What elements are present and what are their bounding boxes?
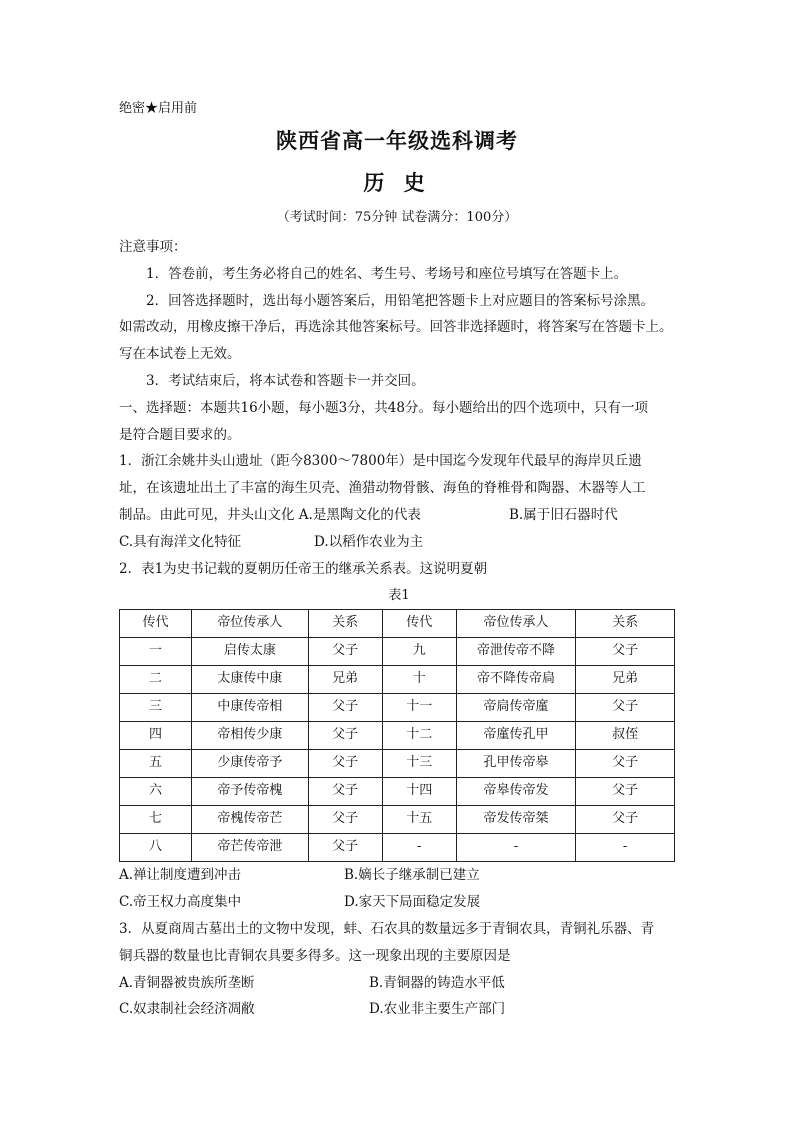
table-cell: -	[456, 834, 575, 862]
table-cell: -	[576, 834, 675, 862]
table-cell: 帝廑传孔甲	[456, 722, 575, 750]
header-cell: 帝位传承人	[456, 610, 575, 638]
q1-options-cd	[119, 529, 679, 556]
table-cell: 二	[120, 666, 192, 694]
table-cell: 帝槐传帝芒	[192, 806, 308, 834]
table-row	[120, 778, 675, 806]
q3-options-cd	[119, 996, 679, 1023]
table-cell: 一	[120, 638, 192, 666]
exam-info: （考试时间：75分钟 试卷满分：100分）	[276, 210, 518, 225]
table-cell: 父子	[308, 750, 382, 778]
table-cell: 兄弟	[576, 666, 675, 694]
table-cell: 父子	[576, 778, 675, 806]
header-cell: 关系	[308, 610, 382, 638]
confidential-label: 绝密★启用前	[119, 101, 198, 116]
table-title: 表1	[388, 588, 410, 604]
table-cell: 父子	[576, 806, 675, 834]
table-row	[120, 694, 675, 722]
table-cell: 叔侄	[576, 722, 675, 750]
table-row	[120, 638, 675, 666]
table-cell: 父子	[576, 750, 675, 778]
table-cell: 十二	[382, 722, 456, 750]
q1-stem-end: 制品。由此可见，井头山文化 A.是黑陶文化的代表	[119, 506, 421, 523]
table-cell: 父子	[576, 694, 675, 722]
table-cell: 五	[120, 750, 192, 778]
table-cell: 四	[120, 722, 192, 750]
note-3: 3．考试结束后，将本试卷和答题卡一并交回。	[146, 372, 425, 389]
table-cell: 帝芒传帝泄	[192, 834, 308, 862]
q1-line-3	[119, 502, 679, 529]
table-cell: 中康传帝相	[192, 694, 308, 722]
table-cell: 帝皋传帝发	[456, 778, 575, 806]
table-row	[120, 666, 675, 694]
q3-option-c: C.奴隶制社会经济凋敝	[119, 1001, 255, 1018]
note-2-line-1: 2．回答选择题时，选出每小题答案后，用铅笔把答题卡上对应题目的答案标号涂黑。	[146, 292, 655, 309]
table-cell: 父子	[576, 638, 675, 666]
table-cell: 父子	[308, 694, 382, 722]
q1-option-d: D.以稻作农业为主	[314, 533, 424, 550]
table-cell: 少康传帝予	[192, 750, 308, 778]
exam-body	[119, 234, 679, 1023]
q2-option-c: C.帝王权力高度集中	[119, 894, 242, 911]
note-1: 1．答卷前，考生务必将自己的姓名、考生号、考场号和座位号填写在答题卡上。	[146, 265, 628, 282]
q1-line-1: 1．浙江余姚井头山遗址（距今8300～7800年）是中国迄今发现年代最早的海岸贝丘遗	[119, 453, 642, 470]
table-cell: 八	[120, 834, 192, 862]
table-row	[120, 834, 675, 862]
table-cell: 七	[120, 806, 192, 834]
table-cell: 父子	[308, 834, 382, 862]
subject-title: 历 史	[363, 170, 431, 195]
succession-table	[119, 609, 675, 862]
table-header-row	[120, 610, 675, 638]
table-cell: 十五	[382, 806, 456, 834]
q3-line-1: 3．从夏商周古墓出土的文物中发现，蚌、石农具的数量远多于青铜农具，青铜礼乐器、青	[119, 920, 655, 937]
table-cell: 启传太康	[192, 638, 308, 666]
table-cell: 父子	[308, 722, 382, 750]
table-cell: 父子	[308, 638, 382, 666]
table-cell: 帝发传帝桀	[456, 806, 575, 834]
q1-line-2: 址，在该遗址出土了丰富的海生贝壳、渔猎动物骨骸、海鱼的脊椎骨和陶器、木器等人工	[119, 480, 646, 497]
table-cell: 父子	[308, 806, 382, 834]
exam-title: 陕西省高一年级选科调考	[276, 128, 518, 153]
table-cell: 十一	[382, 694, 456, 722]
table-cell: -	[382, 834, 456, 862]
header-cell: 关系	[576, 610, 675, 638]
table-cell: 太康传中康	[192, 666, 308, 694]
section-1-line-2: 是符合题目要求的。	[119, 426, 241, 443]
table-cell: 九	[382, 638, 456, 666]
header-cell: 帝位传承人	[192, 610, 308, 638]
table-cell: 十	[382, 666, 456, 694]
q3-option-d: D.农业非主要生产部门	[369, 1001, 506, 1018]
table-cell: 三	[120, 694, 192, 722]
q2-option-b: B.嫡长子继承制已建立	[344, 867, 480, 884]
table-row	[120, 722, 675, 750]
q3-option-b: B.青铜器的铸造水平低	[369, 974, 505, 991]
q2-options-cd	[119, 889, 679, 916]
table-cell: 帝不降传帝扃	[456, 666, 575, 694]
header-cell: 传代	[120, 610, 192, 638]
table-cell: 兄弟	[308, 666, 382, 694]
table-cell: 十三	[382, 750, 456, 778]
table-row	[120, 806, 675, 834]
q3-options-ab	[119, 970, 679, 997]
q1-option-b: B.属于旧石器时代	[509, 506, 618, 523]
q3-option-a: A.青铜器被贵族所垄断	[119, 974, 255, 991]
note-2-line-2: 如需改动，用橡皮擦干净后，再选涂其他答案标号。回答非选择题时，将答案写在答题卡上。	[119, 319, 673, 336]
q2-option-a: A.禅让制度遭到冲击	[119, 867, 242, 884]
table-cell: 帝扃传帝廑	[456, 694, 575, 722]
note-2-line-3: 写在本试卷上无效。	[119, 346, 241, 363]
table-cell: 帝相传少康	[192, 722, 308, 750]
header-cell: 传代	[382, 610, 456, 638]
q2-stem: 2．表1为史书记载的夏朝历任帝王的继承关系表。这说明夏朝	[119, 560, 488, 577]
table-cell: 六	[120, 778, 192, 806]
q1-option-c: C.具有海洋文化特征	[119, 533, 242, 550]
table-cell: 十四	[382, 778, 456, 806]
table-cell: 孔甲传帝皋	[456, 750, 575, 778]
table-row	[120, 750, 675, 778]
q3-line-2: 铜兵器的数量也比青铜农具要多得多。这一现象出现的主要原因是	[119, 947, 511, 964]
q2-option-d: D.家天下局面稳定发展	[344, 894, 481, 911]
q2-options-ab	[119, 862, 679, 889]
notes-heading: 注意事项：	[119, 239, 187, 255]
table-cell: 帝予传帝槐	[192, 778, 308, 806]
table-cell: 父子	[308, 778, 382, 806]
section-1-line-1: 一、选择题：本题共16小题，每小题3分，共48分。每小题给出的四个选项中，只有一项	[119, 399, 648, 416]
table-cell: 帝泄传帝不降	[456, 638, 575, 666]
